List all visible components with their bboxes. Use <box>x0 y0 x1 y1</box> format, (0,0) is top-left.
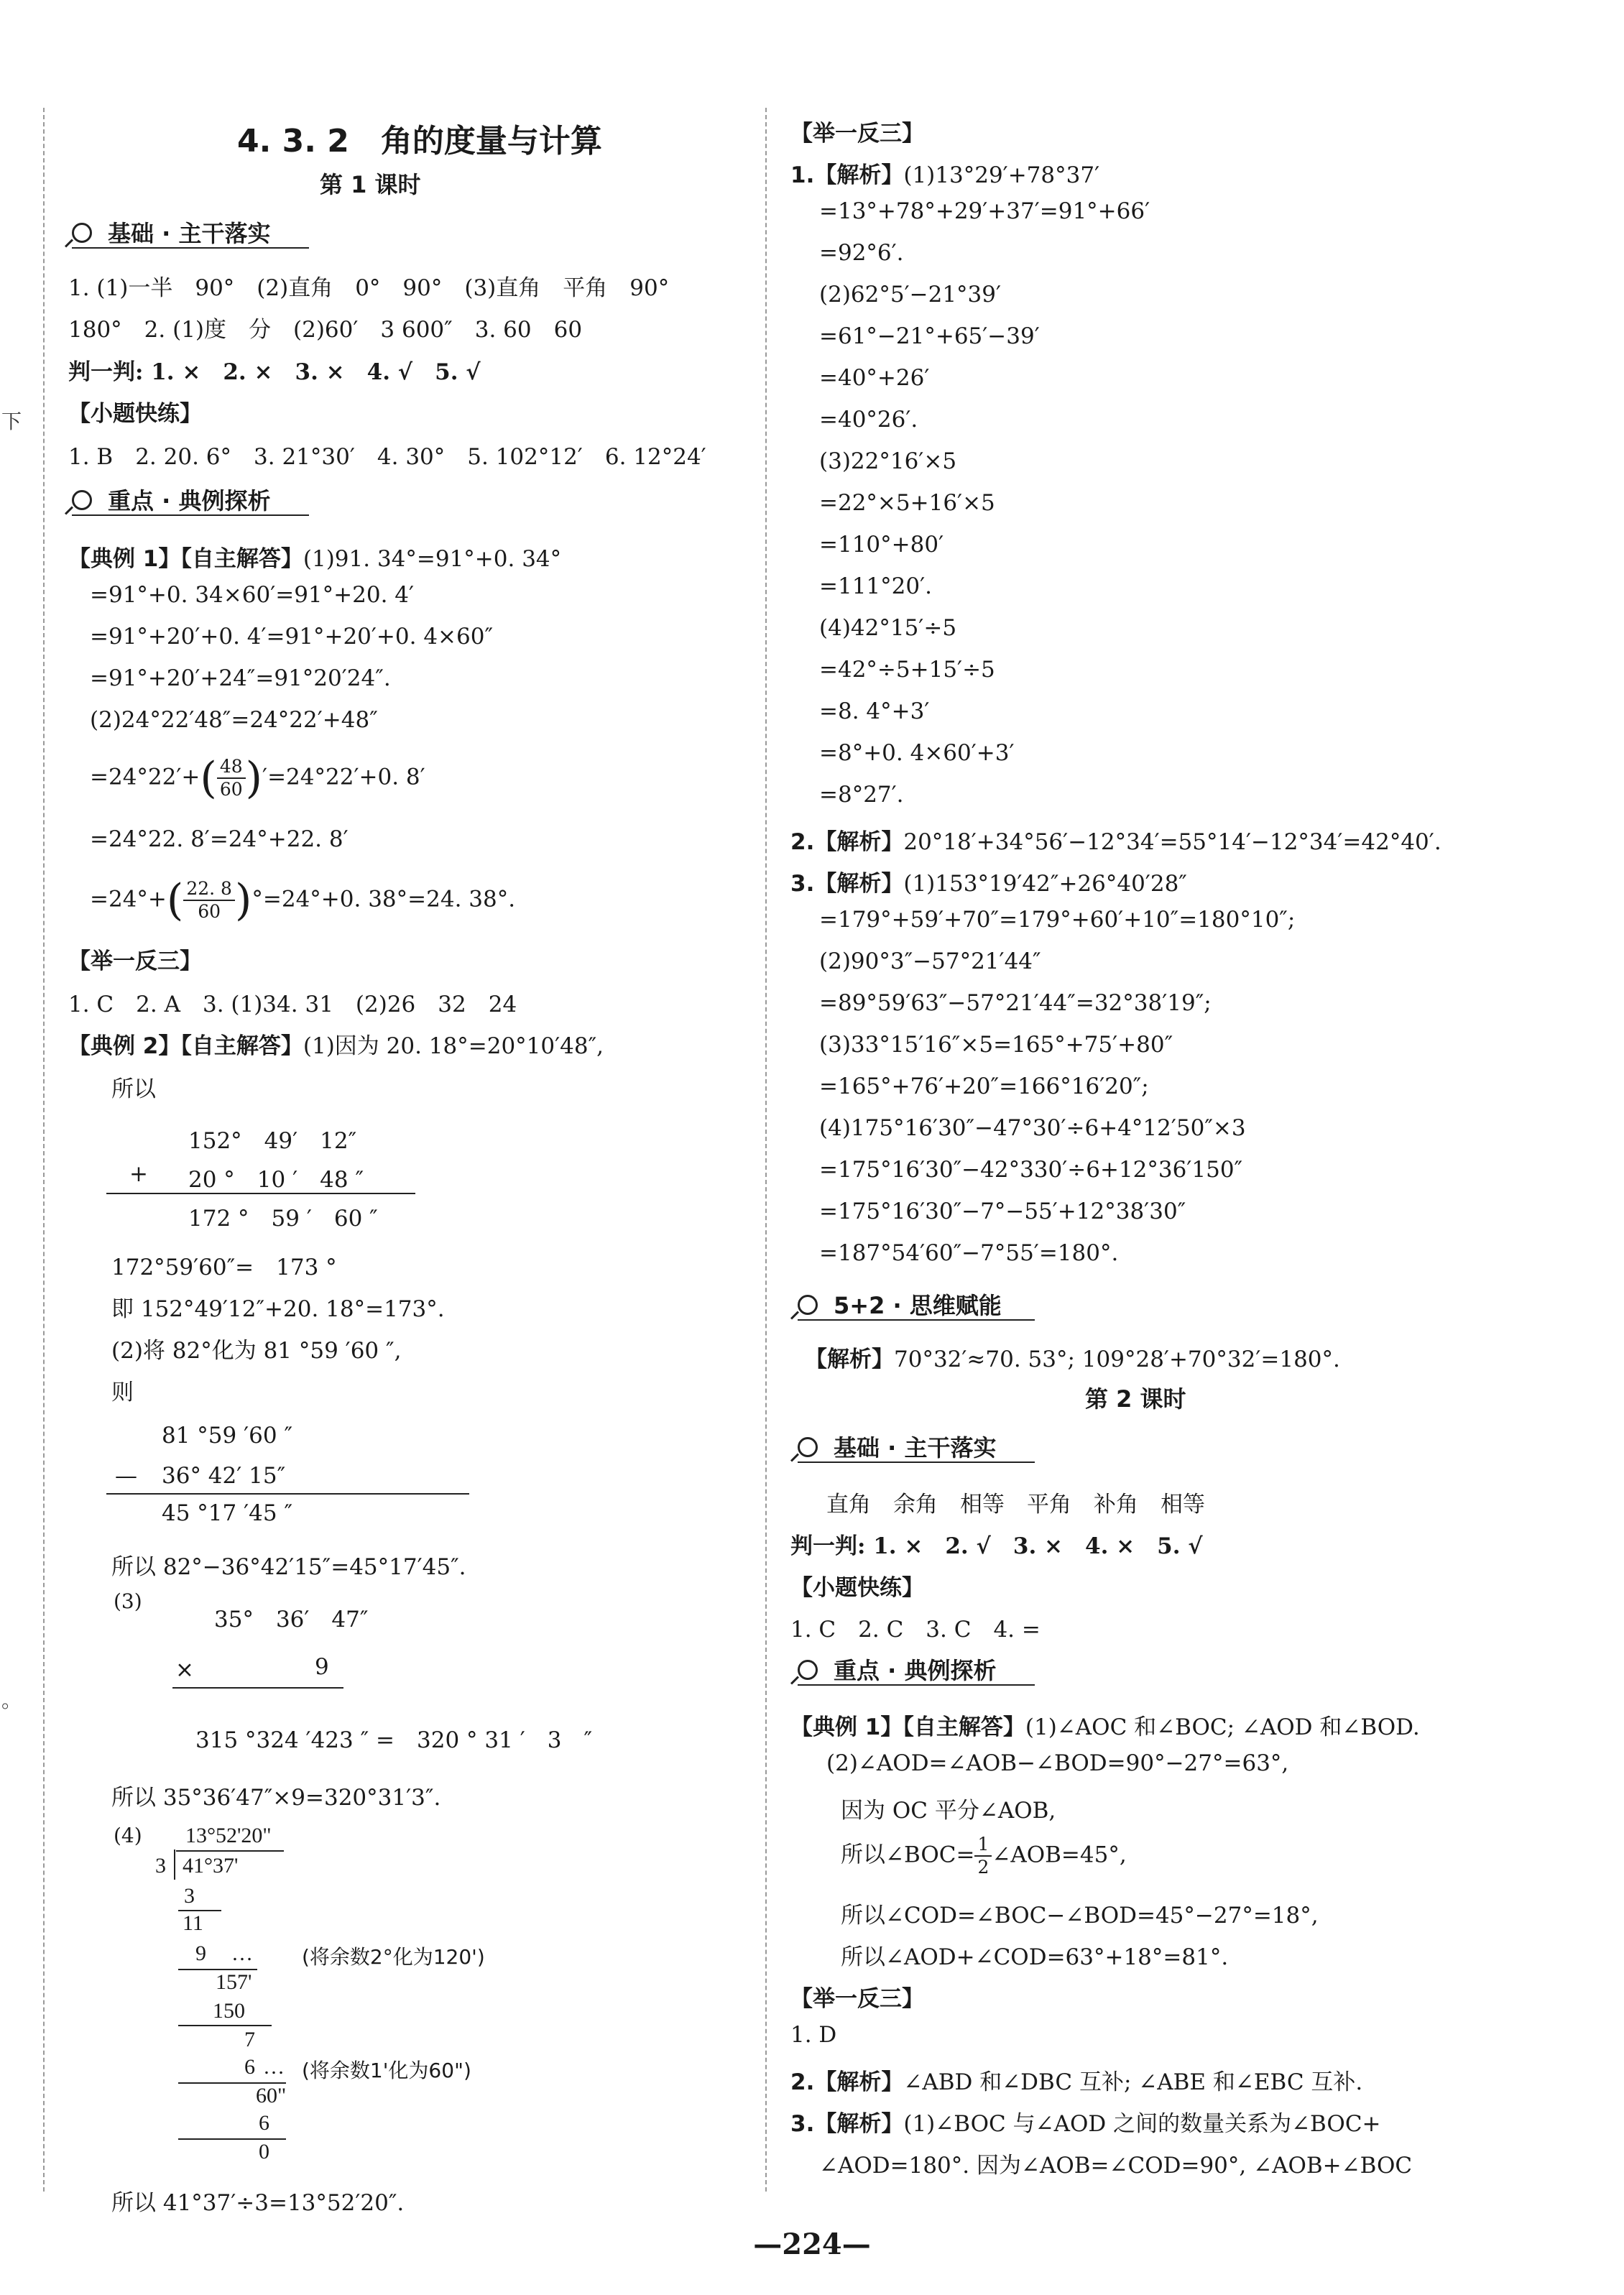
div-step-1: 3 <box>184 1884 195 1908</box>
quick-practice-answers: 1. B 2. 20. 6° 3. 21°30′ 4. 30° 5. 102°12′ 6. 12°24′ <box>68 444 706 470</box>
sub-row-3: 45 °17 ′45 ″ <box>162 1500 293 1526</box>
magnifier-icon <box>798 1437 818 1457</box>
magnifier-icon <box>798 1295 818 1315</box>
add-row-1: 152° 49′ 12″ <box>188 1128 357 1154</box>
example-1-line-4: =91°+20′+24″=91°20′24″. <box>90 665 391 691</box>
mul-row-2: 9 <box>315 1654 329 1680</box>
juyi-2-line-1: 1. D <box>790 2022 837 2048</box>
r1-line-10: =110°+80′ <box>819 532 944 558</box>
add-row-2: 20 ° 10 ′ 48 ″ <box>188 1167 364 1193</box>
r1-line-5: =61°−21°+65′−39′ <box>819 323 1040 349</box>
div-step-8: 60" <box>256 2084 287 2107</box>
section-basic-heading: 基础 · 主干落实 <box>72 216 270 249</box>
example-1-line-6: =24°22′+( $\frac{48}{60}$ )′=24°22′+0. 8′ <box>90 753 425 803</box>
div-note-2: (将余数1'化为60") <box>302 2059 471 2082</box>
fraction: $\frac{48}{60}$ <box>217 756 246 800</box>
section-underline <box>798 1461 1035 1463</box>
div-note-1: (将余数2°化为120') <box>302 1945 485 1969</box>
example-1-line-1: 【典例 1】【自主解答】(1)91. 34°=91°+0. 34° <box>68 546 562 572</box>
div-step-10: 0 <box>259 2140 269 2164</box>
r-ex1-line-1: 【典例 1】【自主解答】(1)∠AOC 和∠BOC; ∠AOD 和∠BOD. <box>790 1714 1420 1740</box>
example-2-line-3: 即 152°49′12″+20. 18°=173°. <box>111 1296 445 1322</box>
div-dots-2: … <box>263 2055 285 2079</box>
add-row-3: 172 ° 59 ′ 60 ″ <box>188 1206 378 1232</box>
juyi-2-title: 【举一反三】 <box>790 1986 924 2012</box>
example-2-line-7: 所以 41°37′÷3=13°52′20″. <box>111 2190 405 2216</box>
r1-line-1: 1.【解析】(1)13°29′+78°37′ <box>790 162 1100 188</box>
r1-line-4: (2)62°5′−21°39′ <box>819 282 1002 308</box>
r3-line-7: (4)175°16′30″−47°30′÷6+4°12′50″×3 <box>819 1115 1246 1141</box>
column-divider <box>765 108 767 2192</box>
part-3-label: (3) <box>114 1589 142 1613</box>
r-ex1-line-4: 所以∠BOC= $\frac{1}{2}$ ∠AOB=45°, <box>841 1834 1127 1878</box>
sub-minus-sign: — <box>115 1463 137 1489</box>
juyi-2-line-2: 2.【解析】∠ABD 和∠DBC 互补; ∠ABE 和∠EBC 互补. <box>790 2069 1363 2095</box>
lesson-2-heading: 第 2 课时 <box>1085 1385 1186 1413</box>
r1-line-9: =22°×5+16′×5 <box>819 490 995 516</box>
r1-line-8: (3)22°16′×5 <box>819 448 957 474</box>
div-step-4: 157' <box>216 1970 252 1994</box>
lesson-1-heading: 第 1 课时 <box>320 171 421 198</box>
r1-line-2: =13°+78°+29′+37′=91°+66′ <box>819 198 1150 224</box>
basic-line-2: 180° 2. (1)度 分 (2)60′ 3 600″ 3. 60 60 <box>68 317 583 343</box>
example-2-line-1: 【典例 2】【自主解答】(1)因为 20. 18°=20°10′48″, <box>68 1033 604 1059</box>
r1-line-7: =40°26′. <box>819 407 918 433</box>
sub-row-1: 81 °59 ′60 ″ <box>162 1423 293 1449</box>
r3-line-9: =175°16′30″−7°−55′+12°38′30″ <box>819 1199 1186 1224</box>
think-line: 【解析】70°32′≈70. 53°; 109°28′+70°32′=180°. <box>805 1347 1340 1372</box>
div-step-2: 11 <box>183 1911 203 1935</box>
section-underline <box>72 514 309 516</box>
magnifier-icon <box>72 223 92 243</box>
example-1-line-7: =24°22. 8′=24°+22. 8′ <box>90 826 349 852</box>
r3-line-4: =89°59′63″−57°21′44″=32°38′19″; <box>819 990 1212 1016</box>
example-2-line-5: 所以 82°−36°42′15″=45°17′45″. <box>111 1554 466 1580</box>
juyi-2-line-3: 3.【解析】(1)∠BOC 与∠AOD 之间的数量关系为∠BOC+ <box>790 2111 1381 2137</box>
mul-rule <box>172 1687 343 1689</box>
section-underline <box>72 247 309 249</box>
magnifier-icon <box>798 1660 818 1680</box>
r2-line: 2.【解析】20°18′+34°56′−12°34′=55°14′−12°34′=42°40′. <box>790 829 1441 855</box>
example-2-line-4: (2)将 82°化为 81 °59 ′60 ″, <box>111 1338 402 1364</box>
r1-line-15: =8°+0. 4×60′+3′ <box>819 740 1015 766</box>
quick-practice-title: 【小题快练】 <box>68 401 202 427</box>
r-ex1-line-2: (2)∠AOD=∠AOB−∠BOD=90°−27°=63°, <box>826 1750 1289 1776</box>
r3-line-6: =165°+76′+20″=166°16′20″; <box>819 1073 1149 1099</box>
r3-line-5: (3)33°15′16″×5=165°+75′+80″ <box>819 1032 1173 1058</box>
section-underline <box>798 1319 1035 1321</box>
juyi-title: 【举一反三】 <box>68 948 202 974</box>
section-think-heading: 5+2 · 思维赋能 <box>798 1288 1002 1321</box>
section-key-heading: 重点 · 典例探析 <box>72 483 270 516</box>
mul-times-sign: × <box>175 1657 194 1683</box>
r1-line-6: =40°+26′ <box>819 365 930 391</box>
basic-line-1: 1. (1)一半 90° (2)直角 0° 90° (3)直角 平角 90° <box>68 275 670 301</box>
section-key-2-heading: 重点 · 典例探析 <box>798 1653 996 1686</box>
div-step-5: 150 <box>213 1999 245 2023</box>
r1-line-3: =92°6′. <box>819 240 904 266</box>
magnifier-icon <box>72 490 92 510</box>
judge-2-line: 判一判: 1. × 2. √ 3. × 4. × 5. √ <box>790 1533 1203 1559</box>
r3-line-10: =187°54′60″−7°55′=180°. <box>819 1240 1119 1266</box>
example-1-line-5: (2)24°22′48″=24°22′+48″ <box>90 707 378 733</box>
example-2-then: 则 <box>111 1380 134 1405</box>
example-1-line-3: =91°+20′+0. 4′=91°+20′+0. 4×60″ <box>90 624 494 650</box>
quick-2-answers: 1. C 2. C 3. C 4. = <box>790 1617 1041 1643</box>
juyi-title-right: 【举一反三】 <box>790 121 924 147</box>
div-step-9: 6 <box>259 2111 269 2135</box>
div-top-rule <box>176 1850 284 1852</box>
r1-line-12: (4)42°15′÷5 <box>819 615 957 641</box>
part-4-label: (4) <box>114 1824 142 1847</box>
r3-line-2: =179°+59′+70″=179°+60′+10″=180°10″; <box>819 907 1296 933</box>
quick-2-title: 【小题快练】 <box>790 1575 924 1601</box>
fraction: $\frac{22. 8}{60}$ <box>183 878 235 923</box>
example-1-line-2: =91°+0. 34×60′=91°+20. 4′ <box>90 582 415 608</box>
page-number: —224— <box>753 2227 871 2261</box>
section-basic-2-heading: 基础 · 主干落实 <box>798 1430 996 1463</box>
basic-2-answers: 直角 余角 相等 平角 补角 相等 <box>826 1492 1205 1518</box>
margin-char-bottom: 。 <box>1 1689 22 1712</box>
r1-line-11: =111°20′. <box>819 573 932 599</box>
div-dividend: 41°37' <box>183 1854 239 1878</box>
r1-line-14: =8. 4°+3′ <box>819 698 930 724</box>
r1-line-16: =8°27′. <box>819 782 904 808</box>
div-bracket <box>174 1850 175 1880</box>
div-quotient: 13°52'20" <box>185 1824 272 1847</box>
r-ex1-line-3: 因为 OC 平分∠AOB, <box>841 1798 1056 1824</box>
add-rule <box>106 1193 415 1194</box>
div-rule-5 <box>178 2138 286 2140</box>
juyi-answers: 1. C 2. A 3. (1)34. 31 (2)26 32 24 <box>68 992 517 1017</box>
div-step-3: 9 <box>195 1941 206 1965</box>
div-dots-1: … <box>231 1941 253 1965</box>
judge-line: 判一判: 1. × 2. × 3. × 4. √ 5. √ <box>68 359 481 385</box>
margin-char-top: 下 <box>1 410 22 433</box>
example-2-so: 所以 <box>111 1076 156 1102</box>
mul-row-3: 315 °324 ′423 ″ = 320 ° 31 ′ 3 ″ <box>195 1727 593 1753</box>
section-title: 4. 3. 2 角的度量与计算 <box>237 123 602 160</box>
sub-rule <box>106 1493 469 1495</box>
left-margin-divider <box>43 108 45 2192</box>
r-ex1-line-6: 所以∠AOD+∠COD=63°+18°=81°. <box>841 1944 1229 1970</box>
example-1-line-8: =24°+( $\frac{22. 8}{60}$ )°=24°+0. 38°=24. 38°. <box>90 875 516 925</box>
r3-line-8: =175°16′30″−42°330′÷6+12°36′150″ <box>819 1157 1243 1183</box>
div-step-6: 7 <box>244 2028 255 2051</box>
div-rule-3 <box>178 2025 272 2026</box>
juyi-2-line-4: ∠AOD=180°. 因为∠AOB=∠COD=90°, ∠AOB+∠BOC <box>819 2153 1413 2179</box>
r3-line-1: 3.【解析】(1)153°19′42″+26°40′28″ <box>790 871 1187 897</box>
example-2-line-2: 172°59′60″= 173 ° <box>111 1255 337 1280</box>
section-underline <box>798 1684 1035 1686</box>
div-divisor: 3 <box>155 1854 166 1878</box>
r3-line-3: (2)90°3″−57°21′44″ <box>819 948 1041 974</box>
sub-row-2: 36° 42′ 15″ <box>162 1463 286 1489</box>
fraction: $\frac{1}{2}$ <box>974 1834 992 1878</box>
r1-line-13: =42°÷5+15′÷5 <box>819 657 995 683</box>
r-ex1-line-5: 所以∠COD=∠BOC−∠BOD=45°−27°=18°, <box>841 1903 1319 1929</box>
mul-row-1: 35° 36′ 47″ <box>214 1607 369 1633</box>
div-step-7: 6 <box>244 2055 255 2079</box>
example-2-line-6: 所以 35°36′47″×9=320°31′3″. <box>111 1785 441 1811</box>
add-plus-sign: + <box>129 1161 148 1187</box>
